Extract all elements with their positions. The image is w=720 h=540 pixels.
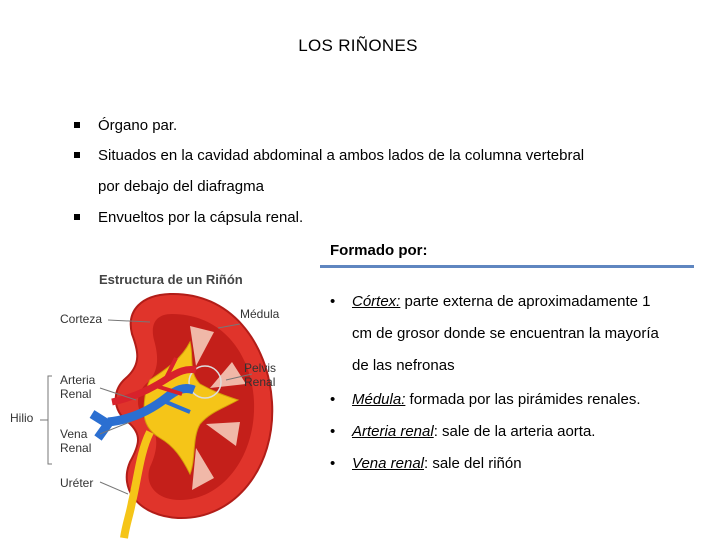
formado-heading: Formado por:: [330, 242, 428, 259]
kidney-diagram: [0, 262, 320, 540]
definition: : sale de la arteria aorta.: [433, 423, 596, 440]
bullet-dot-icon: •: [330, 293, 336, 310]
list-item: [330, 390, 640, 410]
bullet-dot-icon: •: [330, 391, 336, 408]
label-arteria: Arteria: [60, 373, 96, 387]
definition: parte externa de aproximadamente 1: [400, 293, 651, 310]
label-hilio: Hilio: [10, 411, 34, 425]
label-pelvis: Pelvis: [244, 361, 277, 375]
kidney-illustration: [0, 262, 320, 540]
label-ureter: Uréter: [60, 476, 94, 490]
label-vena-renal: Renal: [60, 441, 92, 455]
diagram-title: Estructura de un Riñón: [99, 272, 243, 287]
term: Arteria renal: [352, 423, 434, 440]
term: Vena renal: [352, 455, 424, 472]
bullet-item: [72, 208, 303, 228]
bullet-item: [72, 116, 177, 136]
definition-line: de las nefronas: [352, 357, 455, 374]
bullet-item: [72, 146, 584, 197]
list-item: [330, 422, 595, 442]
bullet-text: Envueltos por la cápsula renal.: [98, 209, 304, 226]
definition: formada por las pirámides renales.: [405, 391, 641, 408]
label-medula: Médula: [240, 307, 280, 321]
bullet-text-continuation: por debajo del diafragma: [98, 178, 264, 195]
square-bullet-icon: [74, 152, 80, 158]
bullet-text: Órgano par.: [98, 117, 178, 134]
slide-title: LOS RIÑONES: [298, 36, 418, 55]
term: Córtex:: [352, 293, 401, 310]
bullet-dot-icon: •: [330, 423, 336, 440]
bullet-dot-icon: •: [330, 455, 336, 472]
definition: : sale del riñón: [424, 455, 522, 472]
term: Médula:: [352, 391, 406, 408]
bullet-text: Situados en la cavidad abdominal a ambos lados de la columna vertebral: [98, 147, 585, 164]
heading-divider: [320, 265, 694, 268]
label-arteria-renal: Renal: [60, 387, 92, 401]
label-pelvis-renal: Renal: [244, 375, 276, 389]
label-vena: Vena: [60, 427, 88, 441]
list-item: [330, 292, 700, 376]
definition-line: cm de grosor donde se encuentran la mayoría: [352, 325, 659, 342]
square-bullet-icon: [74, 122, 80, 128]
list-item: [330, 454, 522, 474]
label-corteza: Corteza: [60, 312, 103, 326]
square-bullet-icon: [74, 214, 80, 220]
